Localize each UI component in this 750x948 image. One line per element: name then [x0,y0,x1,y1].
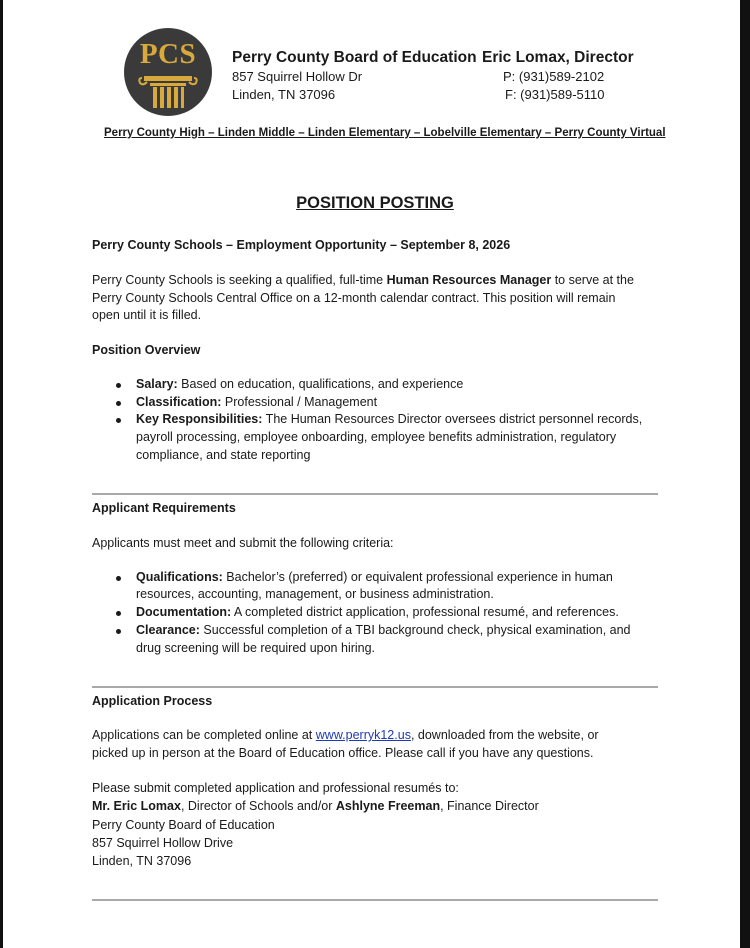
requirements-heading: Applicant Requirements [92,501,236,515]
mailing-address-line-3: Linden, TN 37096 [92,854,192,868]
column-icon [138,74,198,108]
responsibilities-item [136,411,642,429]
process-heading: Application Process [92,694,213,708]
website-link[interactable]: www.perryk12.us [315,728,411,742]
process-text-b: , downloaded from the website, or [410,728,599,742]
bullet-icon [116,576,121,581]
clearance-text: Successful completion of a TBI background check, physical examination, and [199,623,631,637]
intro-line-2: Perry County Schools Central Office on a 12-month calendar contract. This position will remain [92,291,616,305]
schools-list: Perry County High – Linden Middle – Linden Elementary – Lobelville Elementary – Perry County Virtual [104,127,666,139]
section-divider [92,493,658,495]
mailing-address-line-2: 857 Squirrel Hollow Drive [92,836,234,850]
submit-line: Please submit completed application and professional resumés to: [92,781,459,795]
responsibilities-label: Key Responsibilities: [136,412,263,426]
contact1-role: , Director of Schools and/or [180,799,336,813]
contact1-name: Mr. Eric Lomax [92,799,181,813]
documentation-text: A completed district application, professional resumé, and references. [231,605,619,619]
responsibilities-text: The Human Resources Director oversees district personnel records, [262,412,643,426]
salary-label: Salary: [136,377,178,391]
responsibilities-line-3: compliance, and state reporting [136,448,311,462]
posting-subtitle: Perry County Schools – Employment Opportunity – September 8, 2026 [92,238,511,252]
process-text-a: Applications can be completed online at [92,728,316,742]
page-title: POSITION POSTING [296,194,454,212]
responsibilities-line-2: payroll processing, employee onboarding, employee benefits administration, regulatory [136,430,617,444]
qualifications-line-2: resources, accounting, management, or business administration. [136,587,494,601]
process-line-1 [92,727,599,745]
bullet-icon [116,383,121,388]
position-name: Human Resources Manager [386,273,552,287]
salary-item [136,376,463,394]
director-fax: F: (931)589-5110 [505,87,605,102]
right-border [740,0,750,948]
documentation-item [136,604,619,622]
qualifications-text: Bachelor’s (preferred) or equivalent professional experience in human [222,570,613,584]
logo-text: PCS [139,38,197,70]
process-line-2: picked up in person at the Board of Education office. Please call if you have any questions. [92,746,594,760]
salary-text: Based on education, qualifications, and experience [177,377,464,391]
clearance-line-2: drug screening will be required upon hiring. [136,641,376,655]
contact2-name: Ashlyne Freeman [335,799,441,813]
intro-text-c: to serve at the [551,273,634,287]
documentation-label: Documentation: [136,605,232,619]
mailing-address-line-1: Perry County Board of Education [92,818,275,832]
classification-text: Professional / Management [221,395,378,409]
director-phone: P: (931)589-2102 [503,69,605,84]
section-divider [92,686,658,688]
bullet-icon [116,611,121,616]
intro-line-1 [92,272,634,290]
org-name: Perry County Board of Education [232,49,477,66]
classification-label: Classification: [136,395,222,409]
requirements-intro: Applicants must meet and submit the following criteria: [92,536,394,550]
overview-heading: Position Overview [92,343,201,357]
qualifications-item [136,569,613,587]
org-address-line1: 857 Squirrel Hollow Dr [232,69,363,84]
contacts-line [92,798,539,816]
director-name: Eric Lomax, Director [482,49,634,66]
qualifications-label: Qualifications: [136,570,223,584]
section-divider [92,899,658,901]
bullet-icon [116,418,121,423]
bullet-icon [116,629,121,634]
bullet-icon [116,401,121,406]
contact2-role: , Finance Director [440,799,539,813]
intro-line-3: open until it is filled. [92,308,202,322]
org-address-line2: Linden, TN 37096 [232,87,336,102]
pcs-logo [124,28,212,116]
classification-item [136,394,377,412]
clearance-item [136,622,631,640]
clearance-label: Clearance: [136,623,200,637]
intro-text-a: Perry County Schools is seeking a qualified, full-time [92,273,387,287]
